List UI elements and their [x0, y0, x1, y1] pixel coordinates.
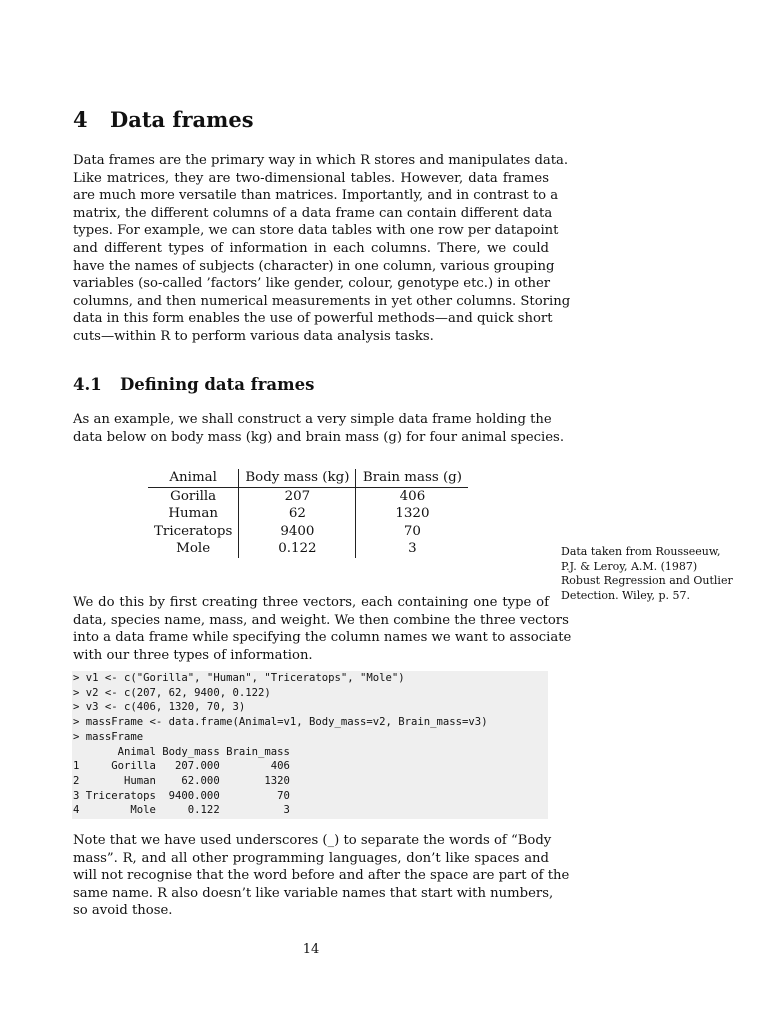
table-cell: 406 — [399, 488, 426, 504]
code-line: > v2 <- c(207, 62, 9400, 0.122) — [73, 686, 271, 699]
text-line: cuts—within R to perform various data analysis tasks. — [73, 328, 434, 344]
table-cell: Human — [148, 505, 239, 523]
text-line: have the names of subjects (character) in one column, various grouping — [73, 258, 555, 274]
margin-note-line: Robust Regression and Outlier — [561, 574, 733, 587]
table-cell: 1320 — [395, 506, 430, 522]
table-row — [148, 487, 468, 505]
table-header-row — [148, 469, 468, 487]
animal-mass-table — [148, 469, 468, 558]
column-header: Animal — [148, 469, 239, 487]
text-line: variables (so-called ’factors’ like gender, colour, genotype etc.) in other — [73, 276, 551, 292]
text-line: same name. R also doesn’t like variable names that start with numbers, — [73, 885, 554, 901]
section-title: Data frames — [110, 107, 254, 132]
text-line: will not recognise that the word before and after the space are part of the — [73, 868, 570, 884]
text-line: columns, and then numerical measurements in yet other columns. Storing — [73, 293, 571, 309]
note-paragraph — [73, 832, 570, 920]
table-cell: 207 — [239, 487, 356, 505]
code-output-line: 1 Gorilla 207.000 406 — [73, 760, 290, 773]
example-paragraph — [73, 411, 565, 446]
intro-paragraph — [73, 152, 571, 346]
table-cell: Gorilla — [148, 487, 239, 505]
text-line: Note that we have used underscores (_) to separate the words of “Body — [73, 833, 552, 848]
text-line: data in this form enables the use of powerful methods—and quick short — [73, 311, 553, 327]
text-line: data, species name, mass, and weight. We then combine the three vectors — [73, 612, 569, 628]
code-output-line: 3 Triceratops 9400.000 70 — [73, 789, 290, 802]
table-cell: 9400 — [239, 523, 356, 541]
subsection-number: 4.1 — [73, 375, 102, 394]
code-line: > massFrame — [73, 730, 144, 743]
text-line: into a data frame while specifying the column names we want to associate — [73, 630, 572, 646]
code-output-line: 4 Mole 0.122 3 — [73, 804, 290, 817]
code-output-line: Animal Body_mass Brain_mass — [73, 745, 290, 758]
table-row — [148, 540, 468, 558]
table-cell: 62 — [239, 505, 356, 523]
margin-note — [561, 545, 746, 603]
table-cell: Mole — [148, 540, 239, 558]
subsection-heading — [73, 375, 314, 394]
code-line: > v1 <- c("Gorilla", "Human", "Triceratops", "Mole") — [73, 672, 405, 684]
r-code-block — [72, 671, 548, 819]
text-line: As an example, we shall construct a very simple data frame holding the — [73, 412, 552, 427]
code-line: > v3 <- c(406, 1320, 70, 3) — [73, 701, 246, 714]
text-line: are much more versatile than matrices. Importantly, and in contrast to a — [73, 188, 559, 204]
page-number: 14 — [302, 942, 320, 957]
text-line: and different types of information in each columns. There, we could — [73, 240, 549, 256]
section-heading — [73, 107, 254, 132]
column-header: Body mass (kg) — [239, 469, 356, 487]
text-line: Like matrices, they are two-dimensional tables. However, data frames — [73, 170, 549, 186]
text-line: types. For example, we can store data tables with one row per datapoint — [73, 223, 559, 239]
table-cell: 0.122 — [239, 540, 356, 558]
text-line: matrix, the different columns of a data frame can contain different data — [73, 205, 553, 221]
text-line: Data frames are the primary way in which R stores and manipulates data. — [73, 153, 569, 168]
code-output-line: 2 Human 62.000 1320 — [73, 774, 290, 787]
section-number: 4 — [73, 107, 88, 132]
text-line: so avoid those. — [73, 903, 173, 919]
text-line: mass”. R, and all other programming languages, don’t like spaces and — [73, 850, 549, 866]
subsection-title: Defining data frames — [120, 375, 315, 394]
table-cell: Triceratops — [148, 523, 239, 541]
text-line: with our three types of information. — [73, 647, 313, 663]
column-header: Brain mass (g) — [356, 469, 469, 487]
table-row — [148, 505, 468, 523]
table-cell: 3 — [408, 541, 417, 557]
margin-note-line: P.J. & Leroy, A.M. (1987) — [561, 559, 698, 573]
margin-note-line: Detection. Wiley, p. 57. — [561, 588, 690, 602]
code-line: > massFrame <- data.frame(Animal=v1, Body_mass=v2, Brain_mass=v3) — [73, 716, 488, 729]
vectors-paragraph — [73, 594, 572, 664]
table-row — [148, 523, 468, 541]
table-cell: 70 — [403, 523, 421, 539]
margin-note-line: Data taken from Rousseeuw, — [561, 545, 721, 558]
text-line: data below on body mass (kg) and brain mass (g) for four animal species. — [73, 429, 565, 445]
text-line: We do this by first creating three vectors, each containing one type of — [73, 595, 549, 610]
